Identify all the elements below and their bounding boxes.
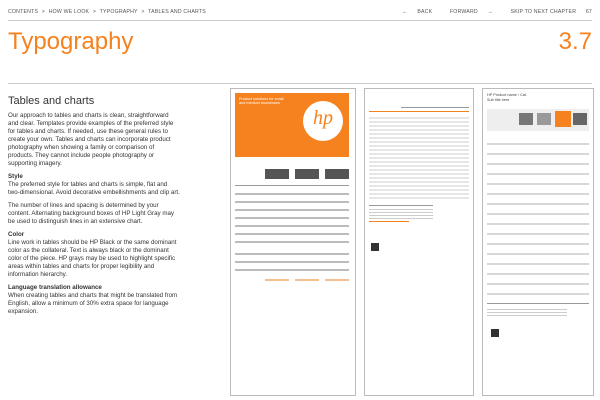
skip-label: SKIP TO NEXT CHAPTER <box>510 9 577 15</box>
table-row <box>235 209 349 211</box>
table-row <box>235 233 349 235</box>
orange-cover-band <box>235 93 349 157</box>
table-row <box>235 261 349 263</box>
product-page-title: HP Product name / Cat. <box>487 93 528 97</box>
page-navigation <box>386 9 592 15</box>
breadcrumb-typography[interactable]: TYPOGRAPHY <box>99 9 138 15</box>
section-number: 3.7 <box>558 28 592 55</box>
hp-logo-mark <box>371 243 379 251</box>
forward-button[interactable] <box>442 9 493 15</box>
title-divider <box>8 83 592 84</box>
table-row <box>235 201 349 203</box>
page-number: 67 <box>585 9 592 15</box>
product-photo <box>519 113 533 125</box>
product-image <box>325 169 349 179</box>
template-thumbnail-orange <box>230 88 356 396</box>
product-photo <box>537 113 551 125</box>
style-heading: Style <box>8 173 23 180</box>
table-rule <box>487 303 589 304</box>
color-heading: Color <box>8 231 25 238</box>
breadcrumb-tables-and-charts[interactable]: TABLES AND CHARTS <box>148 9 206 15</box>
breadcrumb-separator: > <box>141 9 145 15</box>
color-paragraph: Line work in tables should be HP Black or the same dominant color as the collateral. Text is always black or the dominant color of the piece. HP grays may be used to highlight specific areas within tables and charts for proper legibility and information hierarchy. <box>8 239 177 278</box>
hp-logo <box>303 101 343 141</box>
table-row <box>235 193 349 195</box>
language-heading: Language translation allowance <box>8 284 102 291</box>
footnote-block <box>487 307 567 317</box>
arrow-left-icon: ← <box>402 9 408 15</box>
cover-title: Product solutions for small and medium businesses <box>239 97 284 105</box>
product-spec-table <box>487 135 589 295</box>
table-row <box>235 217 349 219</box>
orange-text-block <box>265 279 289 281</box>
orange-text-block <box>295 279 319 281</box>
product-photo-highlight <box>555 111 571 127</box>
product-image <box>265 169 289 179</box>
table-rule <box>369 205 433 206</box>
table-row <box>235 253 349 255</box>
breadcrumb-contents[interactable]: CONTENTS <box>8 9 39 15</box>
intro-paragraph: Our approach to tables and charts is clean, straightforward and clear. Templates provide examples of the preferred style for tables and charts. If needed, use these general rules to create your own. Tables and charts can incorporate product photography when showing a family or comparison of products. They cannot include people photography or supporting imagery. <box>8 112 174 167</box>
breadcrumb-separator: > <box>41 9 46 15</box>
product-photo <box>573 113 587 125</box>
hp-logo-mark <box>491 329 499 337</box>
table-row <box>235 241 349 243</box>
orange-link-line <box>369 221 409 222</box>
template-thumbnail-table <box>364 88 474 396</box>
lines-paragraph: The number of lines and spacing is determined by your content. Alternating background boxes of HP Light Gray may be used to distinguish lines in an extensive chart. <box>8 202 175 225</box>
back-button[interactable] <box>394 9 432 15</box>
section-heading: Tables and charts <box>8 95 95 107</box>
table-header-rule <box>369 111 469 112</box>
hp-logo-text: hp <box>313 107 333 129</box>
template-thumbnail-product <box>482 88 594 396</box>
back-label: BACK <box>417 9 433 15</box>
table-body <box>369 115 469 199</box>
orange-text-block <box>325 279 349 281</box>
page-title: Typography <box>8 28 134 55</box>
breadcrumb-how-we-look[interactable]: HOW WE LOOK <box>48 9 90 15</box>
header-divider <box>8 20 592 21</box>
breadcrumb-separator: > <box>92 9 97 15</box>
product-page-subtitle: Sub title here <box>487 98 510 102</box>
top-navigation-bar <box>8 9 592 19</box>
table-row <box>235 225 349 227</box>
skip-chapter-button[interactable] <box>503 9 577 15</box>
table-row <box>235 269 349 271</box>
table-rule <box>235 185 349 186</box>
body-text <box>8 95 180 321</box>
language-paragraph: When creating tables and charts that might be translated from English, allow a minimum of 30% extra space for language expansion. <box>8 292 178 315</box>
breadcrumb <box>8 9 208 15</box>
forward-label: FORWARD <box>449 9 478 15</box>
product-image <box>295 169 319 179</box>
table-header <box>401 97 469 108</box>
style-paragraph: The preferred style for tables and charts is simple, flat and two-dimensional. Avoid decorative embellishments and clip art. <box>8 181 180 196</box>
footnote-block <box>369 207 433 219</box>
arrow-right-icon: → <box>487 9 493 15</box>
